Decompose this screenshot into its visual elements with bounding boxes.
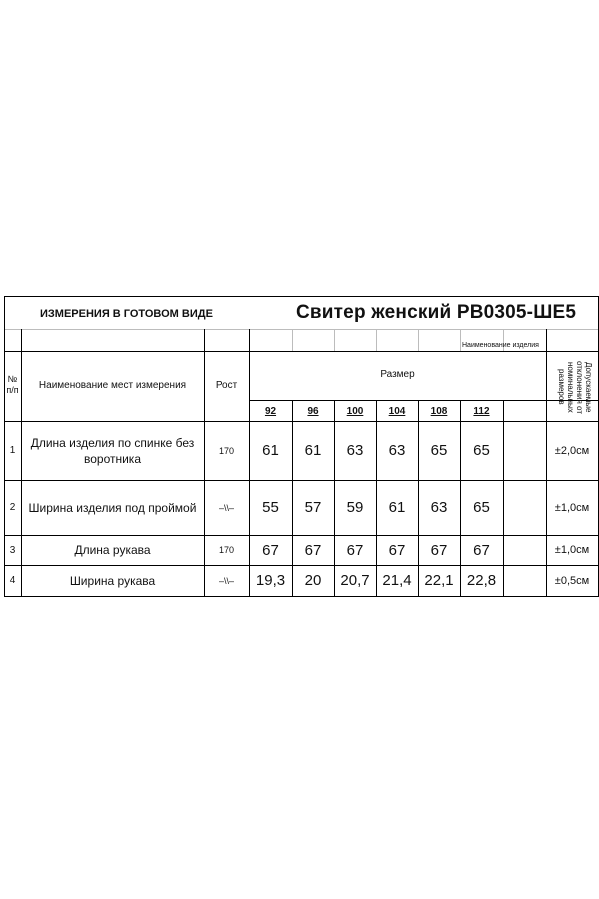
row-number: 2 bbox=[9, 502, 16, 513]
height-value: 170 bbox=[218, 545, 235, 555]
size-value: 67 bbox=[430, 541, 448, 559]
column-header-measure-name: Наименование мест измерения bbox=[38, 379, 187, 391]
size-header: 100 bbox=[346, 405, 364, 417]
size-value: 65 bbox=[473, 499, 490, 516]
measure-name: Длина рукава bbox=[74, 543, 151, 557]
product-name-label: Наименование изделия bbox=[462, 342, 539, 349]
size-value: 65 bbox=[430, 442, 448, 459]
size-value: 59 bbox=[346, 499, 364, 516]
size-value: 55 bbox=[262, 499, 279, 516]
size-value: 21,4 bbox=[382, 572, 412, 589]
grid-line bbox=[376, 329, 377, 351]
size-value: 19,3 bbox=[255, 572, 286, 589]
size-header: 112 bbox=[473, 405, 490, 417]
grid-line bbox=[334, 329, 335, 351]
table-border-bottom bbox=[4, 596, 599, 597]
tolerance-value: ±1,0см bbox=[554, 501, 590, 514]
tolerance-value: ±1,0см bbox=[554, 544, 590, 556]
height-value: –\\– bbox=[218, 575, 234, 586]
size-value: 63 bbox=[388, 442, 406, 459]
grid-line bbox=[292, 329, 293, 351]
height-value: 170 bbox=[218, 445, 235, 456]
size-value: 63 bbox=[430, 499, 448, 516]
size-value: 20,7 bbox=[340, 572, 370, 589]
size-value: 67 bbox=[304, 541, 322, 559]
size-value: 65 bbox=[473, 442, 490, 459]
grid-line bbox=[460, 329, 461, 351]
row-number: 1 bbox=[9, 445, 16, 456]
size-value: 57 bbox=[304, 499, 322, 516]
size-value: 22,8 bbox=[466, 572, 497, 589]
tolerance-value: ±2,0см bbox=[554, 444, 590, 457]
document-title: Свитер женский РВ0305-ШЕ5 bbox=[296, 302, 577, 323]
size-value: 61 bbox=[304, 442, 322, 459]
size-value: 61 bbox=[262, 442, 279, 459]
row-number: 4 bbox=[9, 575, 16, 586]
row-number: 3 bbox=[9, 544, 16, 556]
height-value: –\\– bbox=[218, 502, 234, 513]
size-header: 96 bbox=[307, 405, 319, 417]
grid-line bbox=[503, 400, 504, 597]
size-value: 67 bbox=[262, 541, 279, 559]
measure-name: Ширина изделия под проймой bbox=[28, 500, 197, 515]
grid-line bbox=[4, 351, 599, 352]
size-value: 67 bbox=[388, 541, 406, 559]
size-value: 20 bbox=[304, 572, 322, 589]
size-header: 108 bbox=[430, 405, 448, 417]
column-header-height: Рост bbox=[215, 379, 238, 391]
measure-name: Ширина рукава bbox=[69, 573, 156, 588]
measure-name: Длина изделия по спинке без воротника bbox=[30, 435, 195, 466]
document-heading: ИЗМЕРЕНИЯ В ГОТОВОМ ВИДЕ bbox=[40, 308, 213, 320]
size-value: 22,1 bbox=[424, 572, 454, 589]
size-value: 67 bbox=[346, 541, 364, 559]
grid-line bbox=[418, 329, 419, 351]
size-header: 92 bbox=[264, 405, 277, 417]
tolerance-value: ±0,5см bbox=[554, 574, 590, 587]
table-border-top bbox=[4, 296, 599, 297]
measurement-table bbox=[0, 296, 599, 600]
column-header-number: № п/п bbox=[6, 374, 19, 395]
grid-line bbox=[4, 329, 599, 330]
grid-line bbox=[21, 329, 22, 597]
size-value: 61 bbox=[388, 499, 406, 516]
column-header-tolerance: Допускаемые отклонения от номинальных размеров bbox=[557, 360, 593, 414]
column-header-size: Размер bbox=[380, 368, 415, 380]
size-header: 104 bbox=[388, 405, 406, 417]
size-value: 63 bbox=[346, 442, 364, 459]
size-value: 67 bbox=[473, 541, 490, 559]
